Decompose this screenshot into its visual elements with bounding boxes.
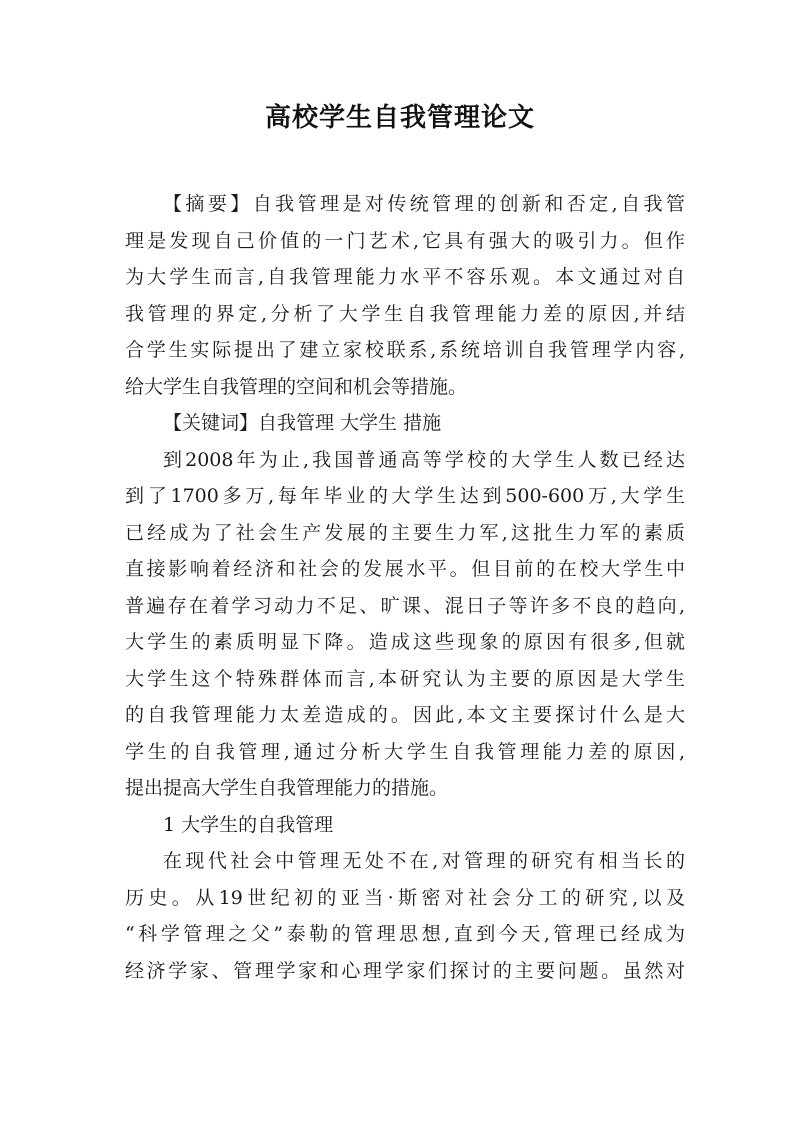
text-line: 【关键词】自我管理 大学生 措施 [163, 412, 442, 434]
text-line: 已经成为了社会生产发展的主要生力军,这批生力军的素质 [125, 521, 685, 544]
document-body [125, 186, 685, 989]
text-line: 在现代社会中管理无处不在,对管理的研究有相当长的 [163, 850, 685, 872]
text-line: 历史。从19世纪初的亚当·斯密对社会分工的研究,以及 [125, 886, 685, 909]
text-line: 大学生这个特殊群体而言,本研究认为主要的原因是大学生 [125, 667, 685, 690]
text-line: 的自我管理能力太差造成的。因此,本文主要探讨什么是大 [125, 704, 685, 726]
text-line: 合学生实际提出了建立家校联系,系统培训自我管理学内容, [125, 339, 685, 361]
text-line: 【摘要】自我管理是对传统管理的创新和否定,自我管 [163, 193, 685, 215]
text-line: 大学生的素质明显下降。造成这些现象的原因有很多,但就 [125, 631, 685, 653]
text-line: 到2008年为止,我国普通高等学校的大学生人数已经达 [163, 448, 685, 471]
text-line: 到了1700多万,每年毕业的大学生达到500-600万,大学生 [125, 485, 685, 507]
text-line: 普遍存在着学习动力不足、旷课、混日子等许多不良的趋向, [125, 594, 685, 617]
text-line: 直接影响着经济和社会的发展水平。但目前的在校大学生中 [125, 558, 685, 580]
text-line: 学生的自我管理,通过分析大学生自我管理能力差的原因, [125, 740, 685, 763]
text-line: 理是发现自己价值的一门艺术,它具有强大的吸引力。但作 [125, 229, 685, 252]
text-line: 我管理的界定,分析了大学生自我管理能力差的原因,并结 [125, 302, 685, 325]
text-line: 给大学生自我管理的空间和机会等措施。 [125, 375, 468, 398]
text-line: 提出提高大学生自我管理能力的措施。 [125, 777, 449, 799]
text-line: 1 大学生的自我管理 [163, 813, 334, 836]
text-line: 经济学家、管理学家和心理学家们探讨的主要问题。虽然对 [125, 959, 685, 982]
document-title: 高校学生自我管理论文 [264, 103, 535, 133]
text-line: “科学管理之父”泰勒的管理思想,直到今天,管理已经成为 [125, 923, 685, 945]
text-line: 为大学生而言,自我管理能力水平不容乐观。本文通过对自 [125, 266, 685, 288]
